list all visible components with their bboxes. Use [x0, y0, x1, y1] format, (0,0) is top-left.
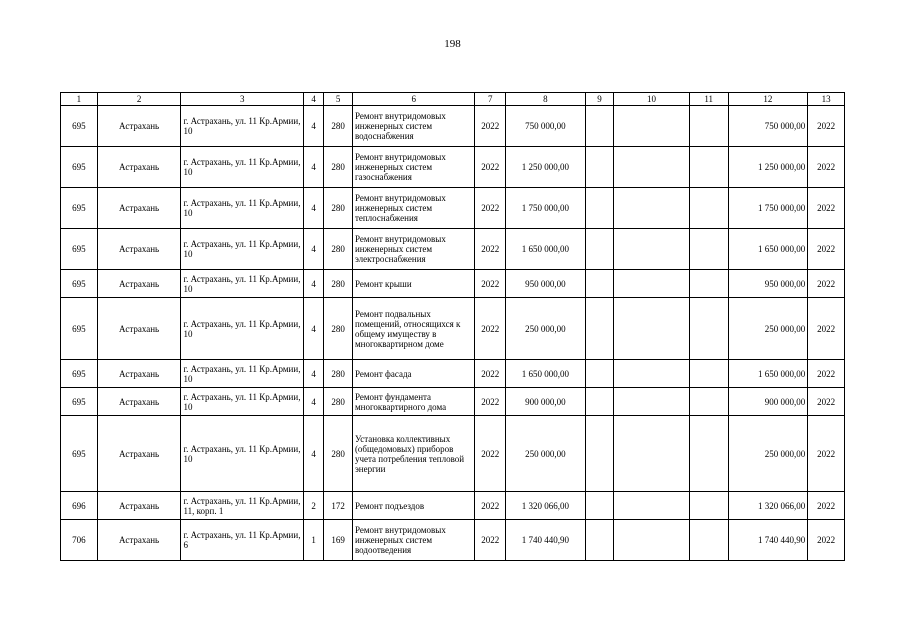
completion-year-cell: 2022	[808, 492, 845, 520]
address-cell: г. Астрахань, ул. 11 Кр.Армии, 10	[181, 188, 304, 229]
completion-year-cell: 2022	[808, 388, 845, 416]
col9-cell	[585, 298, 614, 360]
year-cell: 2022	[475, 492, 506, 520]
floors-cell: 4	[303, 106, 323, 147]
funding-cell: 1 750 000,00	[728, 188, 808, 229]
apartments-cell: 280	[324, 416, 353, 492]
work-type-cell: Ремонт подъездов	[352, 492, 475, 520]
col11-cell	[689, 388, 728, 416]
completion-year-cell: 2022	[808, 188, 845, 229]
city-cell: Астрахань	[97, 270, 181, 298]
work-type-cell: Ремонт внутридомовых инженерных систем теплоснабжения	[352, 188, 475, 229]
city-cell: Астрахань	[97, 492, 181, 520]
col9-cell	[585, 147, 614, 188]
total-cost-cell: 1 750 000,00	[506, 188, 586, 229]
floors-cell: 4	[303, 229, 323, 270]
floors-cell: 4	[303, 388, 323, 416]
work-type-cell: Установка коллективных (общедомовых) приборов учета потребления тепловой энергии	[352, 416, 475, 492]
year-cell: 2022	[475, 147, 506, 188]
work-type-cell: Ремонт внутридомовых инженерных систем газоснабжения	[352, 147, 475, 188]
column-header: 11	[689, 93, 728, 106]
address-cell: г. Астрахань, ул. 11 Кр.Армии, 10	[181, 147, 304, 188]
city-cell: Астрахань	[97, 106, 181, 147]
address-cell: г. Астрахань, ул. 11 Кр.Армии, 10	[181, 106, 304, 147]
address-cell: г. Астрахань, ул. 11 Кр.Армии, 10	[181, 298, 304, 360]
city-cell: Астрахань	[97, 188, 181, 229]
address-cell: г. Астрахань, ул. 11 Кр.Армии, 10	[181, 270, 304, 298]
column-header: 4	[303, 93, 323, 106]
funding-cell: 750 000,00	[728, 106, 808, 147]
completion-year-cell: 2022	[808, 106, 845, 147]
table-row	[61, 388, 845, 416]
object-id-cell: 695	[61, 229, 98, 270]
work-type-cell: Ремонт крыши	[352, 270, 475, 298]
col10-cell	[614, 492, 690, 520]
col10-cell	[614, 298, 690, 360]
total-cost-cell: 1 250 000,00	[506, 147, 586, 188]
total-cost-cell: 1 650 000,00	[506, 360, 586, 388]
address-cell: г. Астрахань, ул. 11 Кр.Армии, 10	[181, 360, 304, 388]
floors-cell: 4	[303, 416, 323, 492]
table-row	[61, 416, 845, 492]
floors-cell: 4	[303, 298, 323, 360]
address-cell: г. Астрахань, ул. 11 Кр.Армии, 10	[181, 388, 304, 416]
col10-cell	[614, 188, 690, 229]
object-id-cell: 695	[61, 147, 98, 188]
column-header: 7	[475, 93, 506, 106]
total-cost-cell: 1 650 000,00	[506, 229, 586, 270]
column-header: 13	[808, 93, 845, 106]
col11-cell	[689, 520, 728, 561]
funding-cell: 1 650 000,00	[728, 229, 808, 270]
total-cost-cell: 250 000,00	[506, 298, 586, 360]
address-cell: г. Астрахань, ул. 11 Кр.Армии, 11, корп. 1	[181, 492, 304, 520]
col9-cell	[585, 270, 614, 298]
apartments-cell: 169	[324, 520, 353, 561]
year-cell: 2022	[475, 298, 506, 360]
col9-cell	[585, 229, 614, 270]
col10-cell	[614, 520, 690, 561]
object-id-cell: 695	[61, 188, 98, 229]
completion-year-cell: 2022	[808, 270, 845, 298]
funding-cell: 1 650 000,00	[728, 360, 808, 388]
table-row	[61, 188, 845, 229]
column-header: 5	[324, 93, 353, 106]
column-header: 10	[614, 93, 690, 106]
col10-cell	[614, 270, 690, 298]
funding-cell: 950 000,00	[728, 270, 808, 298]
floors-cell: 4	[303, 270, 323, 298]
apartments-cell: 280	[324, 270, 353, 298]
col11-cell	[689, 270, 728, 298]
funding-cell: 250 000,00	[728, 416, 808, 492]
table-row	[61, 360, 845, 388]
col9-cell	[585, 388, 614, 416]
funding-cell: 1 320 066,00	[728, 492, 808, 520]
funding-cell: 1 740 440,90	[728, 520, 808, 561]
table-row	[61, 229, 845, 270]
table-row	[61, 492, 845, 520]
floors-cell: 4	[303, 360, 323, 388]
total-cost-cell: 1 320 066,00	[506, 492, 586, 520]
col9-cell	[585, 520, 614, 561]
col11-cell	[689, 298, 728, 360]
total-cost-cell: 1 740 440,90	[506, 520, 586, 561]
funding-cell: 900 000,00	[728, 388, 808, 416]
table-row	[61, 106, 845, 147]
col11-cell	[689, 147, 728, 188]
year-cell: 2022	[475, 106, 506, 147]
col11-cell	[689, 188, 728, 229]
apartments-cell: 280	[324, 229, 353, 270]
year-cell: 2022	[475, 188, 506, 229]
col10-cell	[614, 147, 690, 188]
col10-cell	[614, 106, 690, 147]
column-header: 6	[352, 93, 475, 106]
completion-year-cell: 2022	[808, 229, 845, 270]
city-cell: Астрахань	[97, 298, 181, 360]
floors-cell: 1	[303, 520, 323, 561]
col9-cell	[585, 416, 614, 492]
total-cost-cell: 900 000,00	[506, 388, 586, 416]
table-body	[61, 106, 845, 561]
capital-repair-table	[60, 92, 845, 561]
col11-cell	[689, 229, 728, 270]
year-cell: 2022	[475, 388, 506, 416]
address-cell: г. Астрахань, ул. 11 Кр.Армии, 6	[181, 520, 304, 561]
work-type-cell: Ремонт внутридомовых инженерных систем водоснабжения	[352, 106, 475, 147]
address-cell: г. Астрахань, ул. 11 Кр.Армии, 10	[181, 229, 304, 270]
table-row	[61, 147, 845, 188]
funding-cell: 1 250 000,00	[728, 147, 808, 188]
address-cell: г. Астрахань, ул. 11 Кр.Армии, 10	[181, 416, 304, 492]
col9-cell	[585, 188, 614, 229]
object-id-cell: 695	[61, 388, 98, 416]
page-number: 198	[444, 38, 461, 50]
total-cost-cell: 250 000,00	[506, 416, 586, 492]
col11-cell	[689, 360, 728, 388]
year-cell: 2022	[475, 416, 506, 492]
apartments-cell: 280	[324, 388, 353, 416]
object-id-cell: 695	[61, 416, 98, 492]
city-cell: Астрахань	[97, 388, 181, 416]
col10-cell	[614, 360, 690, 388]
column-header: 2	[97, 93, 181, 106]
object-id-cell: 695	[61, 360, 98, 388]
work-type-cell: Ремонт внутридомовых инженерных систем электроснабжения	[352, 229, 475, 270]
col9-cell	[585, 106, 614, 147]
col11-cell	[689, 106, 728, 147]
floors-cell: 4	[303, 188, 323, 229]
column-header: 3	[181, 93, 304, 106]
city-cell: Астрахань	[97, 147, 181, 188]
work-type-cell: Ремонт подвальных помещений, относящихся к общему имуществу в многоквартирном доме	[352, 298, 475, 360]
col10-cell	[614, 229, 690, 270]
year-cell: 2022	[475, 229, 506, 270]
col9-cell	[585, 360, 614, 388]
column-header: 9	[585, 93, 614, 106]
apartments-cell: 280	[324, 298, 353, 360]
apartments-cell: 280	[324, 360, 353, 388]
apartments-cell: 280	[324, 106, 353, 147]
column-number-row	[61, 93, 845, 106]
city-cell: Астрахань	[97, 520, 181, 561]
col11-cell	[689, 492, 728, 520]
table-row	[61, 270, 845, 298]
col10-cell	[614, 388, 690, 416]
object-id-cell: 695	[61, 270, 98, 298]
year-cell: 2022	[475, 270, 506, 298]
object-id-cell: 696	[61, 492, 98, 520]
column-header: 12	[728, 93, 808, 106]
total-cost-cell: 950 000,00	[506, 270, 586, 298]
city-cell: Астрахань	[97, 360, 181, 388]
city-cell: Астрахань	[97, 229, 181, 270]
year-cell: 2022	[475, 520, 506, 561]
floors-cell: 4	[303, 147, 323, 188]
work-type-cell: Ремонт внутридомовых инженерных систем водоотведения	[352, 520, 475, 561]
work-type-cell: Ремонт фундамента многоквартирного дома	[352, 388, 475, 416]
year-cell: 2022	[475, 360, 506, 388]
object-id-cell: 695	[61, 106, 98, 147]
funding-cell: 250 000,00	[728, 298, 808, 360]
completion-year-cell: 2022	[808, 520, 845, 561]
completion-year-cell: 2022	[808, 416, 845, 492]
col9-cell	[585, 492, 614, 520]
apartments-cell: 172	[324, 492, 353, 520]
city-cell: Астрахань	[97, 416, 181, 492]
col10-cell	[614, 416, 690, 492]
work-type-cell: Ремонт фасада	[352, 360, 475, 388]
total-cost-cell: 750 000,00	[506, 106, 586, 147]
completion-year-cell: 2022	[808, 298, 845, 360]
apartments-cell: 280	[324, 147, 353, 188]
object-id-cell: 706	[61, 520, 98, 561]
col11-cell	[689, 416, 728, 492]
table-row	[61, 520, 845, 561]
apartments-cell: 280	[324, 188, 353, 229]
completion-year-cell: 2022	[808, 147, 845, 188]
completion-year-cell: 2022	[808, 360, 845, 388]
table-row	[61, 298, 845, 360]
floors-cell: 2	[303, 492, 323, 520]
object-id-cell: 695	[61, 298, 98, 360]
column-header: 8	[506, 93, 586, 106]
column-header: 1	[61, 93, 98, 106]
